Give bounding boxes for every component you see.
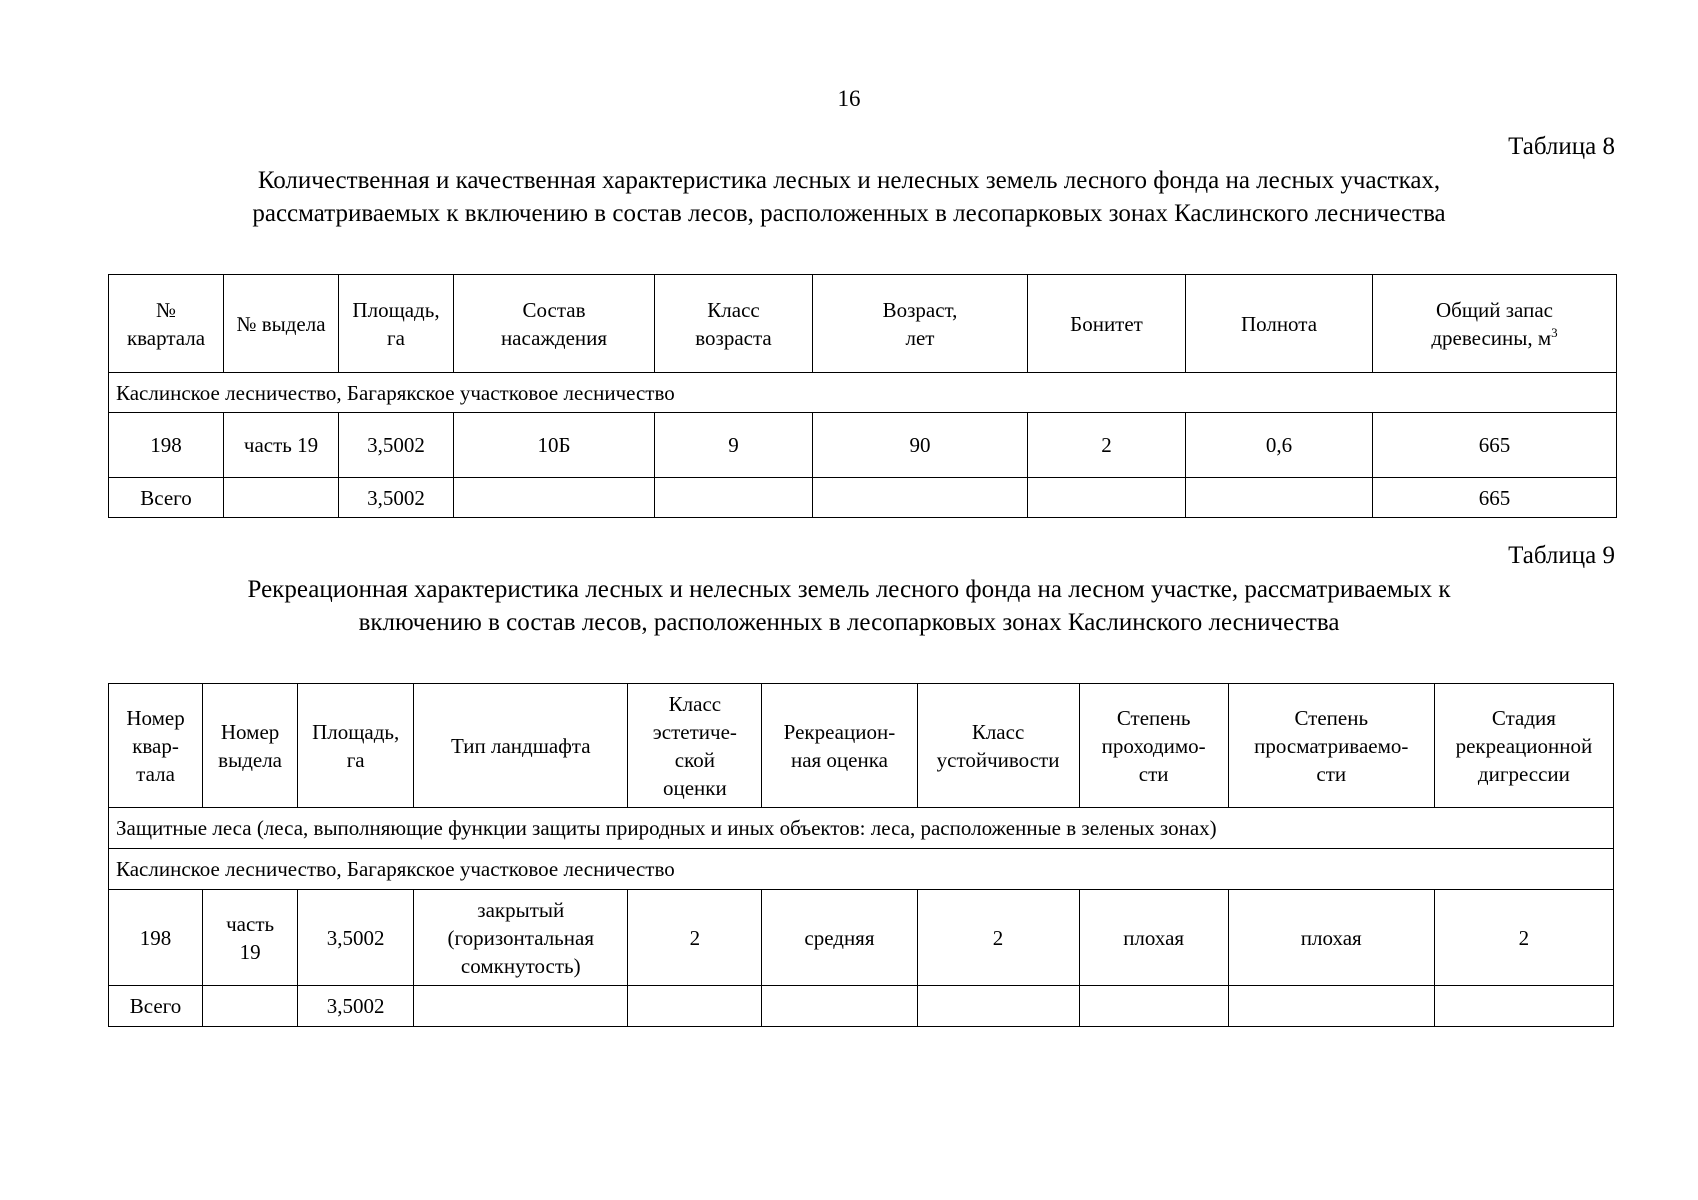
total-empty (655, 478, 813, 518)
total-empty (1434, 986, 1613, 1027)
header-volume: Общий запас древесины, $м^3$ (1373, 275, 1617, 373)
header-landscape: Тип ландшафта (414, 684, 628, 808)
cell-passability: плохая (1079, 890, 1228, 986)
header-age-class: Класс возраста (655, 275, 813, 373)
table-9-title (100, 573, 1598, 639)
cell-quarter: 198 (109, 890, 203, 986)
table-8-group-row (109, 373, 1617, 413)
table-9-title-line-2: включению в состав лесов, расположенных в лесопарковых зонах Каслинского лесничества (358, 609, 1340, 636)
group-row-label: Каслинское лесничество, Багарякское участковое лесничество (109, 373, 1617, 413)
cell-volume: 665 (1373, 413, 1617, 478)
table-8-title-line-1: Количественная и качественная характеристика лесных и нелесных земель лесного фонда на лесных участках, (257, 167, 1441, 194)
header-section: № выдела (224, 275, 339, 373)
page-number: 16 (837, 86, 861, 111)
header-age: Возраст, лет (813, 275, 1028, 373)
total-empty (762, 986, 917, 1027)
total-label: Всего (109, 986, 203, 1027)
cell-visibility: плохая (1228, 890, 1434, 986)
total-empty (1079, 986, 1228, 1027)
table-row (109, 890, 1614, 986)
table-8-label: Таблица 8 (1508, 133, 1615, 160)
cell-area: 3,5002 (339, 413, 454, 478)
total-empty (414, 986, 628, 1027)
total-section (203, 986, 298, 1027)
header-visibility: Степень просматриваемо- сти (1228, 684, 1434, 808)
header-recreation: Рекреацион- ная оценка (762, 684, 917, 808)
group-row-label: Защитные леса (леса, выполняющие функции защиты природных и иных объектов: леса, расположенные в зеленых зонах) (109, 808, 1614, 849)
total-label: Всего (109, 478, 224, 518)
table-8-header-row (109, 275, 1617, 373)
group-row-label: Каслинское лесничество, Багарякское участковое лесничество (109, 849, 1614, 890)
cell-area: 3,5002 (298, 890, 414, 986)
total-empty (917, 986, 1079, 1027)
header-aesthetic: Класс эстетиче- ской оценки (628, 684, 762, 808)
header-section: Номер выдела (203, 684, 298, 808)
table-9 (108, 683, 1614, 1027)
table-8-total-row (109, 478, 1617, 518)
cell-quarter: 198 (109, 413, 224, 478)
table-9-total-row (109, 986, 1614, 1027)
cell-density: 0,6 (1186, 413, 1373, 478)
total-empty (1228, 986, 1434, 1027)
cell-age: 90 (813, 413, 1028, 478)
table-8-title-line-2: рассматриваемых к включению в состав лесов, расположенных в лесопарковых зонах Каслинского лесничества (252, 200, 1446, 227)
table-9-group-row-2 (109, 849, 1614, 890)
cell-digression: 2 (1434, 890, 1613, 986)
total-area: 3,5002 (298, 986, 414, 1027)
cell-section: часть 19 (203, 890, 298, 986)
total-empty (813, 478, 1028, 518)
cell-aesthetic: 2 (628, 890, 762, 986)
total-section (224, 478, 339, 518)
header-area: Площадь, га (339, 275, 454, 373)
table-9-group-row-1 (109, 808, 1614, 849)
header-quarter: Номер квар- тала (109, 684, 203, 808)
table-row (109, 413, 1617, 478)
total-empty (1186, 478, 1373, 518)
cell-age-class: 9 (655, 413, 813, 478)
total-empty (628, 986, 762, 1027)
header-stability: Класс устойчивости (917, 684, 1079, 808)
header-quarter: № квартала (109, 275, 224, 373)
cell-section: часть 19 (224, 413, 339, 478)
header-digression: Стадия рекреационной дигрессии (1434, 684, 1613, 808)
total-area: 3,5002 (339, 478, 454, 518)
table-8 (108, 274, 1617, 518)
table-9-header-row (109, 684, 1614, 808)
table-9-title-line-1: Рекреационная характеристика лесных и нелесных земель лесного фонда на лесном участке, рассматриваемых к (247, 576, 1451, 603)
header-composition: Состав насаждения (454, 275, 655, 373)
header-bonitet: Бонитет (1028, 275, 1186, 373)
header-area: Площадь, га (298, 684, 414, 808)
header-density: Полнота (1186, 275, 1373, 373)
cell-recreation: средняя (762, 890, 917, 986)
total-volume: 665 (1373, 478, 1617, 518)
cell-bonitet: 2 (1028, 413, 1186, 478)
cell-landscape: закрытый (горизонтальная сомкнутость) (414, 890, 628, 986)
header-passability: Степень проходимо- сти (1079, 684, 1228, 808)
cell-composition: 10Б (454, 413, 655, 478)
total-empty (1028, 478, 1186, 518)
total-empty (454, 478, 655, 518)
table-9-label: Таблица 9 (1508, 542, 1615, 569)
cell-stability: 2 (917, 890, 1079, 986)
table-8-title (100, 164, 1598, 230)
